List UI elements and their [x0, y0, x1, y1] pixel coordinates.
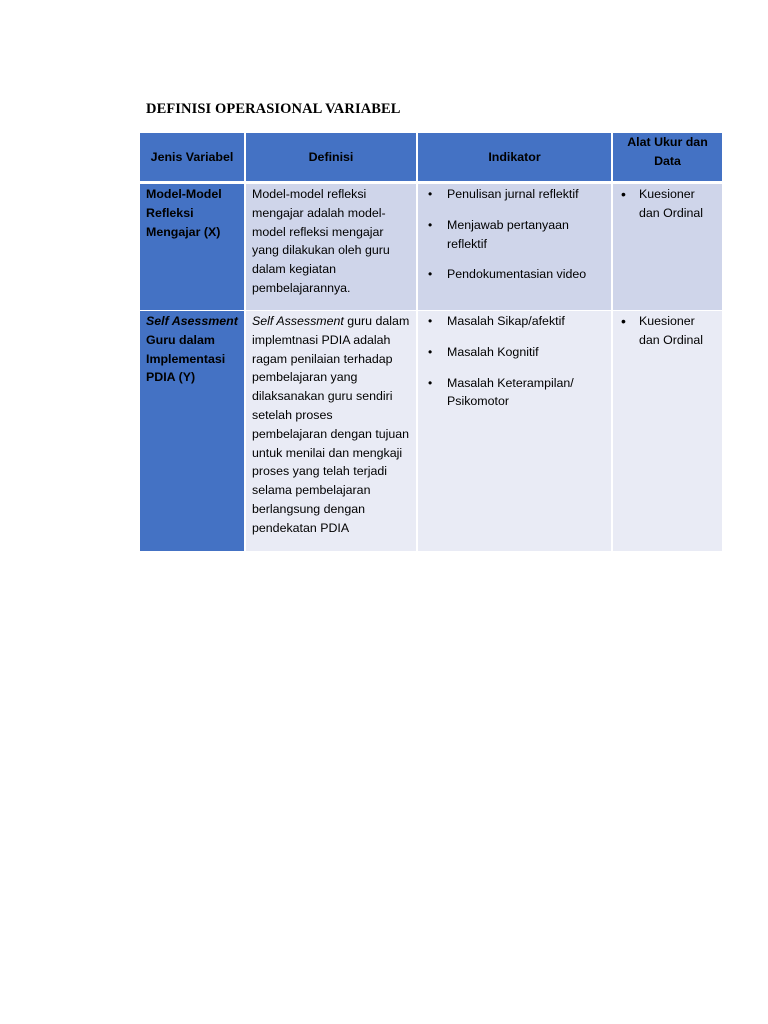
- instrument-list: [619, 185, 716, 223]
- bullet-dot-icon: •: [428, 314, 433, 328]
- bullet-dot-icon: •: [428, 187, 433, 201]
- definition-italic: Self Assessment: [252, 314, 344, 328]
- list-item: [424, 343, 605, 362]
- table-row: [140, 184, 722, 311]
- variable-name-cell: [140, 184, 246, 311]
- indicator-text: Penulisan jurnal reflektif: [447, 187, 579, 201]
- header-alat-ukur: Alat Ukur dan Data: [613, 133, 722, 184]
- variable-name-text: Model-Model Refleksi Mengajar (X): [146, 187, 222, 239]
- definition-text: Model-model refleksi mengajar adalah model-model refleksi mengajar yang dilakukan oleh guru dalam kegiatan pembelajarannya.: [252, 187, 390, 295]
- indicator-list: [424, 185, 605, 284]
- document-title: DEFINISI OPERASIONAL VARIABEL: [146, 101, 401, 117]
- instrument-text: Kuesioner dan Ordinal: [639, 314, 704, 347]
- variable-name-cell: [140, 311, 246, 551]
- table-row: [140, 311, 722, 551]
- header-definisi: Definisi: [246, 133, 418, 184]
- bullet-dot-icon: •: [621, 186, 626, 202]
- indicator-cell: [418, 184, 613, 311]
- bullet-dot-icon: •: [428, 267, 433, 282]
- list-item: [424, 216, 605, 254]
- list-item: [424, 185, 605, 204]
- variable-name-text: Guru dalam Implementasi PDIA (Y): [146, 332, 226, 385]
- definition-cell: [246, 311, 418, 551]
- bullet-dot-icon: •: [621, 313, 626, 329]
- definition-text: guru dalam implemtnasi PDIA adalah ragam penilaian terhadap pembelajaran yang dilaksanakan guru sendiri setelah proses pembelajaran dengan tujuan untuk menilai dan mengkaji proses yang telah terjadi selama pembelajaran berlangsung dengan pendekatan PDIA: [252, 314, 410, 535]
- instrument-cell: [613, 184, 722, 311]
- bullet-dot-icon: •: [428, 217, 433, 232]
- indicator-text: Masalah Keterampilan/ Psikomotor: [447, 375, 574, 409]
- indicator-text: Masalah Kognitif: [447, 344, 539, 359]
- variable-name-italic: Self Asessment: [146, 314, 238, 328]
- variable-definition-table: [140, 133, 722, 551]
- indicator-list: [424, 312, 605, 411]
- list-item: [424, 374, 605, 412]
- indicator-text: Masalah Sikap/afektif: [447, 314, 565, 328]
- indicator-text: Menjawab pertanyaan reflektif: [447, 217, 569, 251]
- bullet-dot-icon: •: [428, 344, 433, 359]
- header-indikator: Indikator: [418, 133, 613, 184]
- bullet-dot-icon: •: [428, 375, 433, 390]
- instrument-cell: [613, 311, 722, 551]
- list-item: [424, 265, 605, 284]
- instrument-list: [619, 312, 716, 350]
- indicator-text: Pendokumentasian video: [447, 267, 587, 282]
- list-item: [424, 312, 605, 331]
- header-jenis-variabel: Jenis Variabel: [140, 133, 246, 184]
- list-item: [619, 185, 716, 223]
- definition-cell: [246, 184, 418, 311]
- indicator-cell: [418, 311, 613, 551]
- instrument-text: Kuesioner dan Ordinal: [639, 187, 704, 220]
- table-header-row: [140, 133, 722, 184]
- list-item: [619, 312, 716, 350]
